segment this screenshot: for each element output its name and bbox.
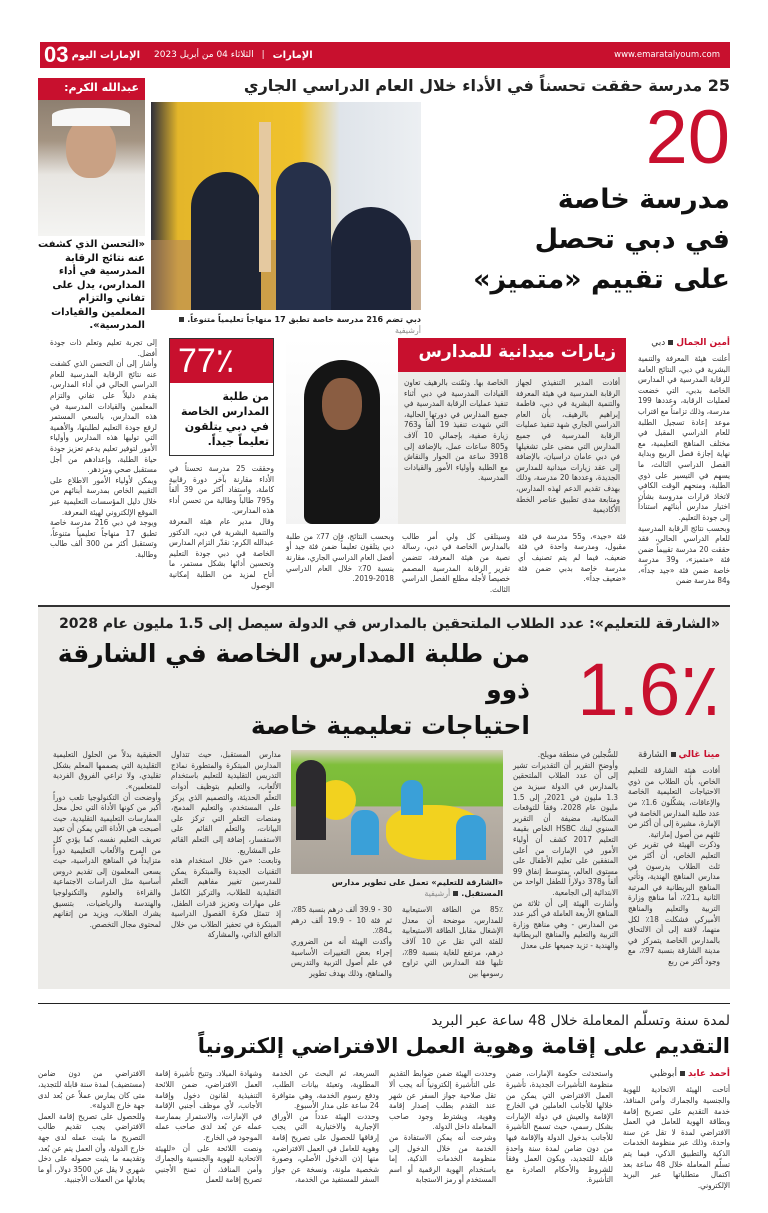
story2-photo-caption <box>291 877 503 899</box>
story2-headline <box>48 636 530 744</box>
stat-box <box>169 338 274 456</box>
story1-headline-number: 20 <box>645 95 730 180</box>
story1-headline <box>430 180 730 300</box>
quote-name: عبدالله الكرم: <box>64 81 139 94</box>
story1-body <box>38 338 730 595</box>
story3-kicker: لمدة سنة وتسلّم المعاملة خلال 48 ساعة عبر البريد <box>431 1013 730 1030</box>
story2-byline <box>628 750 720 760</box>
story2-column-5: مدارس المستقبل، حيث تتداول المدارس المبتكرة والمتطورة نماذج التدريس التقليدية للتعليم باستخدام الألعاب، والتعليم بتوظيف أدوات التعلّم الحديثة، والتصميم الذي يركز على المستخدم، والتعليم المدمج، ومنصات التعلم التي تركز على البيانات، والتعلّم القائم على الاستفسار، إضافة إلى التعلم القائم على المشاريع. وتابعت: «من خلال استخدام هذه التقنيات الجديدة والمبتكرة يمكن للمدرسين تغيير مفاهيم التعلم التقليدية للطلاب، والتركيز الكامل على مهارات وتعزيز قدرات الطفل، إذ تتمثل فكرة الفصول الدراسية المبتكرة في تحفيز الطلاب من خلال الدافع الذاتي، والمشاركة <box>171 750 281 940</box>
issue-date: الثلاثاء 04 من أبريل 2023 <box>154 50 254 60</box>
story3-column-5: وشهادة الميلاد. وتتيح تأشيرة إقامة العمل الافتراضي، ضمن اللائحة التنفيذية لقانون دخول وإقامة الأجانب، لأي موظف أجنبي الإقامة في الإمارات، والاستمرار بممارسة عمله عن بُعد لدى صاحب عمله الموجود في الخارج. ونصت اللائحة على أن «للهيئة الاتحادية للهوية والجنسية والجمارك وأمن المنافذ، أن تمنح الأجنبي تصريح إقامة للعمل <box>155 1069 262 1185</box>
story3-column-6: الافتراضي من دون ضامن (مستضيف) لمدة سنة قابلة للتجديد، متى كان يمارس عملاً عن بُعد لدى جهة خارج الدولة». وللحصول على تصريح إقامة العمل الافتراضي يجب تقديم طالب التصريح ما يثبت عمله لدى جهة خارج الدولة، وأن العمل يتم عن بُعد، وتقديمه ما يثبت حصوله على دخل شهري لا يقل عن 3500 دولار، أو ما يعادلها من العملات الأجنبية. <box>38 1069 145 1185</box>
newspaper-page <box>38 0 730 1211</box>
story1-column-6: إلى تجربة تعليم وتعلم ذات جودة أفضل. وأشار إلى أن التحسن الذي كشفت عنه نتائج الرقابة المدرسية للعام الدراسي الحالي في أداء المدارس، يقدم دليلاً على تفاني والتزام المعلمين والقيادات المدرسية في هذه المدارس، بالسعي المستمر لرفع جودة التعليم لطلبتها، والأهمية التي توليها هذه المدارس وأولياء الأمور لتوفير تعليم يدعم تعزيز جودة حياة الطلبة، وإعدادهم من أجل مستقبل صحي ومزدهر. ويمكن لأولياء الأمور الاطلاع على التقييم الخاص بمدرسة أبنائهم من خلال دليل المؤسسات التعليمية عبر الموقع الإلكتروني لهيئة المعرفة. ويوجد في دبي 216 مدرسة خاصة تطبق 17 منهاجاً تعليمياً متنوعاً، وتستقبل أكثر من 300 ألف طالب وطالبة. <box>50 338 158 559</box>
byline-place: أبوظبي <box>649 1069 677 1080</box>
story2-column-6: الحقيقية بدلاً من الحلول التعليمية التقليدية التي يصممها المعلم بشكل تقليدي، ولا تراعي الفروق الفردية للمتعلمين». وأوضحت أن التكنولوجيا تلعب دوراً أكبر من كونها الأداة التي تحل محل الممارسات التعليمية التقليدية، حيث أصبحت هي الأداة التي يمكن أن تعيد تعريف التعليم نفسه، كما يؤدي كل من المرح والألعاب التعليمية دوراً متزايداً في المناهج الدراسية، حيث يسعى المعلمون إلى تقديم دروس أساسية مثل الدراسات الاجتماعية والقراءة والعلوم والتكنولوجيا والهندسة والرياضيات، بتنسيق يشرك الطلاب، ويزيد من إتقانهم لمحتوى مجال التخصص. <box>53 750 161 929</box>
stat-value-bar <box>170 339 273 383</box>
story3-byline <box>623 1069 730 1079</box>
pull-quote: «التحسن الذي كشفت عنه نتائج الرقابة المدرسية في أداء المدارس، يدل على تفاني والتزام المعلمين والقيادات المدرسية». <box>38 239 145 331</box>
story2-column-1: أفادت هيئة الشارقة للتعليم الخاص، بأن الطلاب من ذوي الاحتياجات التعليمية الخاصة والإعاقات، يشكّلون 1.6٪ من عدد طلبة المدارس الخاصة في الإمارة، مشيرة إلى أن أكثر من ثلثهم من أصول إماراتية. وذكرت الهيئة في تقرير عن التعليم الخاص، أن أكثر من ثلث الطلاب يدرسون في مدارس المناهج الهندية، وتأتي المناهج البريطانية في المرتبة الثانية بـ21٪، أما مناهج وزارة التربية والتعليم والمناهج الأميركي فشكلت 18٪ لكل منهما، لافتة إلى أن الالتحاق بالمدارس الخاصة يتمركز في مدينة الشارقة بنسبة 97٪، مع وجود أكثر من ربع <box>628 766 721 966</box>
caption-text: «الشارقة للتعليم» تعمل على تطوير مدارس المستقبل. <box>331 878 503 899</box>
headline-line: على تقييم «متميز» <box>473 264 730 295</box>
headline-line: احتياجات تعليمية خاصة <box>250 711 530 741</box>
story1-column-3: وسيتلقى كل ولي أمر طالب بالمدارس الخاصة في دبي، رسالة نصية من هيئة المعرفة، تتضمن تقرير الرقابة المدرسية المصمم خصيصاً لأجله مطلع الفصل الدراسي الثالث. <box>402 531 510 594</box>
story1-column-1: أعلنت هيئة المعرفة والتنمية البشرية في دبي، النتائج العامة للرقابة المدرسية في المدارس الخاصة بدبي، التي خضعت لعمليات الرقابة، وعددها 199 مدرسة، وذلك تزامناً مع اقتراب موعد إعادة تسجيل الطلبة للعام الدراسي المقبل في مختلف المناهج التعليمية، مع نهاية إجازة فصل الربيع وبداية الفصل الدراسي الثالث، ما يسهم في التيسير على ذوي الطلبة، ومنحهم الوقت الكافي لاتخاذ قرارات مدروسة بشأن اختيار مدارس أبنائهم استناداً إلى جودة التعليم. وبحسب نتائج الرقابة المدرسية للعام الدراسي الحالي، فقد حققت 20 مدرسة تقييماً ضمن فئة «متميز»، و39 مدرسة خاصة ضمن فئة «جيد جداً»، و84 مدرسة ضمن <box>638 354 730 586</box>
story1-top <box>38 76 730 335</box>
stat-text: من طلبة المدارس الخاصة في دبي يتلقون تعليماً جيداً. <box>181 390 269 448</box>
story2-column-4: 30 - 39.9 ألف درهم بنسبة 85٪، ثم فئة 10 - 19.9 ألف درهم بـ84٪. وأكدت الهيئة أنه من الضروري إجراء بعض التغييرات الأساسية في علم أصول التربية والتدريس والمناهج، وذلك بهدف تطوير <box>291 905 392 978</box>
story1-byline <box>638 338 730 348</box>
caption-text: دبي تضم 216 مدرسة خاصة تطبق 17 منهاجاً تعليمياً متنوعاً. <box>187 315 421 324</box>
section-name: الإمارات <box>272 49 313 61</box>
story3-column-2: واستحدثت حكومة الإمارات، ضمن منظومة التأشيرات الجديدة، تأشيرة العمل الافتراضي التي يمكن من خلالها للأجانب العاملين في الخارج الإقامة والعيش في دولة الإمارات بشكل رسمي، حيث تسمح التأشيرة للأجانب بدخول الدولة والإقامة فيها من دون ضامن لمدة سنة واحدة قابلة للتجديد، ويكون العمل وفقاً للشروط والأحكام الصادرة مع التأشيرة. <box>506 1069 613 1185</box>
box-title: زيارات ميدانية للمدارس <box>418 342 616 362</box>
photo-source: أرشيفية <box>424 889 451 899</box>
headline-line: من طلبة المدارس الخاصة في الشارقة ذوو <box>57 639 530 705</box>
byline-place: الشارقة <box>638 750 668 761</box>
story1-column-4: وبحسب النتائج، فإن 77٪ من طلبة دبي يتلقون تعليماً ضمن فئة جيد أو أفضل العام الدراسي الجاري، مقارنة بنسبة 70٪ خلال العام الدراسي 2018-2019. <box>286 531 394 584</box>
header-separator: | <box>261 50 265 60</box>
box-title-bar <box>398 338 626 372</box>
paper-name: الإمارات اليوم <box>71 49 140 61</box>
page-number: 03 <box>44 42 69 67</box>
author-name: مينا غالي <box>678 750 720 761</box>
story3-column-3: وحددت الهيئة ضمن ضوابط التقديم على التأشيرة إلكترونياً أنه يجب ألا تقل صلاحية جواز السفر عن شهر عند التقدم بطلب إصدار إقامة وهوية، ويشترط وجود صاحب المعاملة داخل الدولة. وشرحت أنه يمكن الاستفادة من الخدمة من خلال الدخول إلى منظومة الخدمات الذكية، إما باستخدام الهوية الرقمية أو اسم المستخدم أو رمز الاستجابة <box>389 1069 496 1185</box>
headline-line: في دبي تحصل <box>534 224 730 255</box>
abdullah-alkaram-photo <box>38 100 145 236</box>
byline-place: دبي <box>651 338 666 348</box>
field-visits-box <box>286 338 626 524</box>
fatma-belrehif-photo <box>286 338 398 524</box>
story2-column-2: للسُّجلين في منطقة مويلح. وأوضح التقرير أن التقديرات تشير إلى أن عدد الطلاب الملتحقين بالمدارس في الدولة سيزيد من 1.3 مليون في 2021، إلى 1.5 مليون عام 2028، وفقاً للتوقعات السكانية، مضيفة أن التقرير السنوي لبنك HSBC الخاص بقيمة التعليم 2017 كشف أن أولياء الأمور في الإمارات من أعلى المنفقين على تعليم الأطفال على مستوى العالم، بمتوسط إنفاق 99 ألفاً و378 دولاراً للطفل الواحد من الابتدائية إلى الجامعية. وأشارت الهيئة إلى أن ثلاثة من المناهج الأربعة العاملة في أكبر عدد من المدارس - وهي مناهج وزارة التربية والتعليم والمناهج البريطانية والهندية - تزيد جميعها على معدل <box>513 750 619 950</box>
story3-headline: التقديم على إقامة وهوية العمل الافتراضي إلكترونياً <box>197 1034 730 1059</box>
story1-photo <box>151 102 421 310</box>
story1-column-2: فئة «جيد»، و55 مدرسة في فئة مقبول، ومدرسة واحدة في فئة ضعيف، فيما لم يتم تصنيف أي مدرسة خاصة بدبي ضمن فئة «ضعيف جداً». <box>518 531 626 584</box>
story2 <box>38 605 730 989</box>
story1-column-5: وحققت 25 مدرسة تحسناً في الأداء مقارنة بآخر دورة رقابية كاملة، واستفاد أكثر من 39 ألفاً و795 طالباً وطالبة من تحسن أداء هذه المدارس. وقال مدير عام هيئة المعرفة والتنمية البشرية في دبي، الدكتور عبدالله الكرم: نقدّر التزام المدارس الخاصة في دبي جودة التعليم وتحسين أدائها بشكل مستمر، ما أتاح لمزيد من الطلبة إمكانية الوصول <box>169 464 274 590</box>
quote-name-box <box>38 78 145 100</box>
stat-value: 77٪ <box>178 342 235 380</box>
author-name: أحمد عابد <box>687 1069 730 1080</box>
headline-line: مدرسة خاصة <box>557 184 730 215</box>
story3-column-1: أتاحت الهيئة الاتحادية للهوية والجنسية والجمارك وأمن المنافذ، خدمة التقديم على تصريح إقامة وبطاقة الهوية للعامل في العمل الافتراضي لمدة لا تقل عن سنة واحدة، وذلك عبر منظومة الخدمات الذكية والتطبيق الذكي، فيما يتم تسلّم المعاملة خلال 48 ساعة بعد اكتمال متطلباتها عبر البريد الإلكتروني. <box>623 1085 730 1190</box>
story2-headline-number: 1.6٪ <box>577 648 720 732</box>
story2-column-3: 85٪ من الطاقة الاستيعابية للمدارس، موضحة أن معدل الإشغال مقابل الطاقة الاستيعابية للفئة التي تقل عن 10 آلاف درهم، مرتفع للغاية بنسبة 89٪، تليها فئة المدارس التي تراوح رسومها بين <box>402 905 503 978</box>
box-column-1: أفادت المدير التنفيذي لجهاز الرقابة المدرسية في هيئة المعرفة والتنمية البشرية في دبي، فاطمة إبراهيم بالرهيف، بأن العام الدراسي الجاري شهد تنفيذ عمليات الرقابة المدرسية في جميع المدارس التي مضى على تشغيلها في دبي عامان دراسيان، بالإضافة إلى عقد زيارات ميدانية للمدارس الجديدة، وعددها 20 مدرسة، وذلك بهدف تقديم الدعم لهذه المدارس، ومتابعة مدى تطبيق عناصر الخطة الأكاديمية <box>516 378 620 515</box>
website-link[interactable]: www.emaratalyoum.com <box>614 50 720 60</box>
story2-photo <box>291 750 503 874</box>
box-column-2: الخاصة بها. وثمّنت بالرهيف تعاون القيادات المدرسية في دبي أثناء تنفيذ عمليات الرقابة المدرسية في جميع المدارس في دورتها الحالية، التي شهدت تنفيذ 19 ألفاً و763 زيارة صفية، بإجمالي 10 آلاف و805 ساعات عمل، بالإضافة إلى 3918 ساعة من الحوار والنقاش مع الطلبة وأولياء الأمور والقيادات المدرسية. <box>404 378 509 483</box>
story3-column-4: السريعة، ثم البحث عن الخدمة المطلوبة، وتعبئة بيانات الطلب، ودفع رسوم الخدمة، وهي متوافرة 24 ساعة على مدار الأسبوع. وحددت الهيئة عدداً من الأوراق الإجبارية والاختيارية التي يجب إرفاقها للحصول على تصريح إقامة وهوية للعامل في العمل الافتراضي، منها إذن الدخول الأصلي، وصورة شخصية ملونة، ونسخة عن جواز السفر للمستفيد من الخدمة، <box>272 1069 379 1185</box>
page-header-bar <box>38 42 730 68</box>
story2-kicker: «الشارقة للتعليم»: عدد الطلاب الملتحقين بالمدارس في الدولة سيصل إلى 1.5 مليون عام 2028 <box>59 616 720 633</box>
story1-photo-caption <box>151 314 421 336</box>
photo-source: أرشيفية <box>395 326 421 335</box>
author-name: أمين الجمال <box>676 338 730 348</box>
story1-kicker: 25 مدرسة حققت تحسناً في الأداء خلال العام الدراسي الجاري <box>243 76 730 95</box>
page-number-box <box>38 42 144 68</box>
story3 <box>38 1003 730 1191</box>
